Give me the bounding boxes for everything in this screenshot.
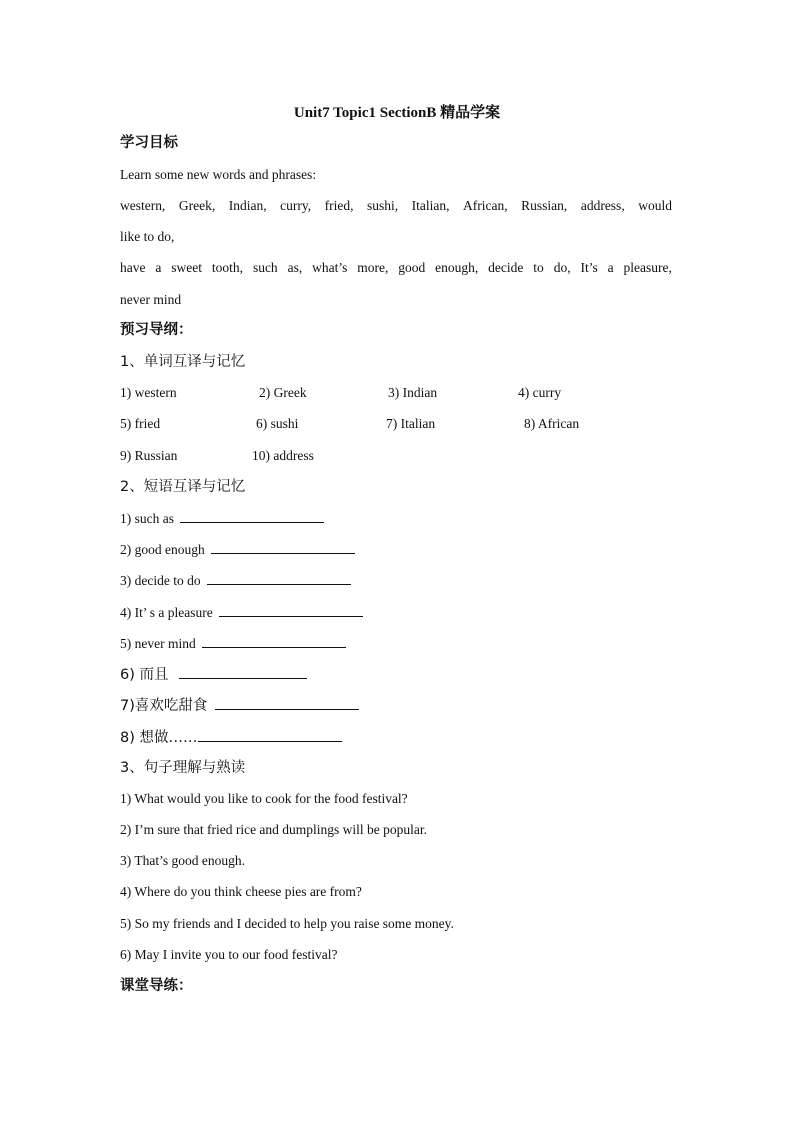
phrase-text: 2) good enough — [120, 542, 205, 557]
word: have — [120, 260, 146, 275]
word: such — [252, 260, 278, 275]
phrase-text: 1) such as — [120, 511, 174, 526]
word: Indian, — [228, 198, 267, 213]
section-1-heading: 1、单词互译与记忆 — [120, 354, 246, 370]
page-title: Unit7 Topic1 SectionB 精品学案 — [293, 105, 501, 121]
phrase-text: 3) decide to do — [120, 573, 201, 588]
phrase-item — [120, 570, 351, 591]
answer-blank[interactable] — [202, 633, 346, 648]
phrase-item — [120, 727, 342, 748]
word-item: 9) Russian — [120, 448, 178, 463]
answer-blank[interactable] — [215, 695, 359, 710]
sentence-item: 4) Where do you think cheese pies are from? — [120, 884, 362, 899]
word: a — [607, 260, 614, 275]
section-3-heading: 3、句子理解与熟读 — [120, 760, 246, 776]
word-item: 4) curry — [518, 385, 562, 400]
phrase-text: 7)喜欢吃甜食 — [120, 698, 208, 714]
phrase-item — [120, 539, 355, 560]
classroom-heading: 课堂导练： — [120, 978, 193, 994]
word-item: 1) western — [120, 385, 177, 400]
word: to — [533, 260, 544, 275]
phrase-text: 4) It’ s a pleasure — [120, 605, 213, 620]
word: curry, — [280, 198, 312, 213]
phrase-item — [120, 664, 307, 685]
answer-blank[interactable] — [207, 570, 351, 585]
word: Greek, — [178, 198, 216, 213]
word: enough, — [435, 260, 479, 275]
word: Russian, — [521, 198, 568, 213]
word-item: 7) Italian — [386, 416, 436, 431]
word: Italian, — [411, 198, 450, 213]
word: sweet — [171, 260, 203, 275]
objectives-intro: Learn some new words and phrases: — [120, 167, 317, 182]
sentence-item: 5) So my friends and I decided to help you raise some money. — [120, 916, 454, 931]
word: sushi, — [367, 198, 399, 213]
word: address, — [580, 198, 625, 213]
answer-blank[interactable] — [198, 727, 342, 742]
objectives-words-line2: like to do, — [120, 229, 175, 244]
answer-blank[interactable] — [180, 508, 324, 523]
word-item: 6) sushi — [256, 416, 299, 431]
sentence-item: 6) May I invite you to our food festival? — [120, 947, 338, 962]
word-item: 8) African — [524, 416, 580, 431]
answer-blank[interactable] — [219, 602, 363, 617]
word-item: 3) Indian — [388, 385, 438, 400]
preview-heading: 预习导纲： — [120, 322, 193, 338]
word: decide — [488, 260, 524, 275]
phrase-text: 5) never mind — [120, 636, 196, 651]
word: western, — [120, 198, 166, 213]
phrase-item — [120, 508, 324, 529]
objectives-words-line1 — [120, 196, 672, 216]
objectives-phrases-line1 — [120, 258, 672, 278]
answer-blank[interactable] — [179, 664, 307, 679]
sentence-item: 2) I’m sure that fried rice and dumplings will be popular. — [120, 822, 428, 837]
answer-blank[interactable] — [211, 539, 355, 554]
word: more, — [357, 260, 389, 275]
word: pleasure, — [623, 260, 672, 275]
word-item: 5) fried — [120, 416, 161, 431]
sentence-item: 1) What would you like to cook for the food festival? — [120, 791, 408, 806]
phrase-text: 6) 而且 — [120, 667, 169, 683]
word-item: 10) address — [252, 448, 314, 463]
word: would — [638, 198, 672, 213]
word: fried, — [324, 198, 354, 213]
phrase-item — [120, 633, 346, 654]
word: African, — [463, 198, 508, 213]
word: tooth, — [211, 260, 244, 275]
word: as, — [287, 260, 303, 275]
word: It’s — [580, 260, 598, 275]
phrase-item — [120, 602, 363, 623]
word: what’s — [312, 260, 348, 275]
phrase-text: 8) 想做…… — [120, 730, 198, 746]
phrase-item — [120, 695, 359, 716]
objectives-phrases-line2: never mind — [120, 292, 182, 307]
word: a — [155, 260, 162, 275]
section-2-heading: 2、短语互译与记忆 — [120, 479, 246, 495]
word-item: 2) Greek — [259, 385, 307, 400]
objectives-heading: 学习目标 — [120, 135, 178, 151]
word: good — [398, 260, 426, 275]
sentence-item: 3) That’s good enough. — [120, 853, 245, 868]
word: do, — [553, 260, 571, 275]
